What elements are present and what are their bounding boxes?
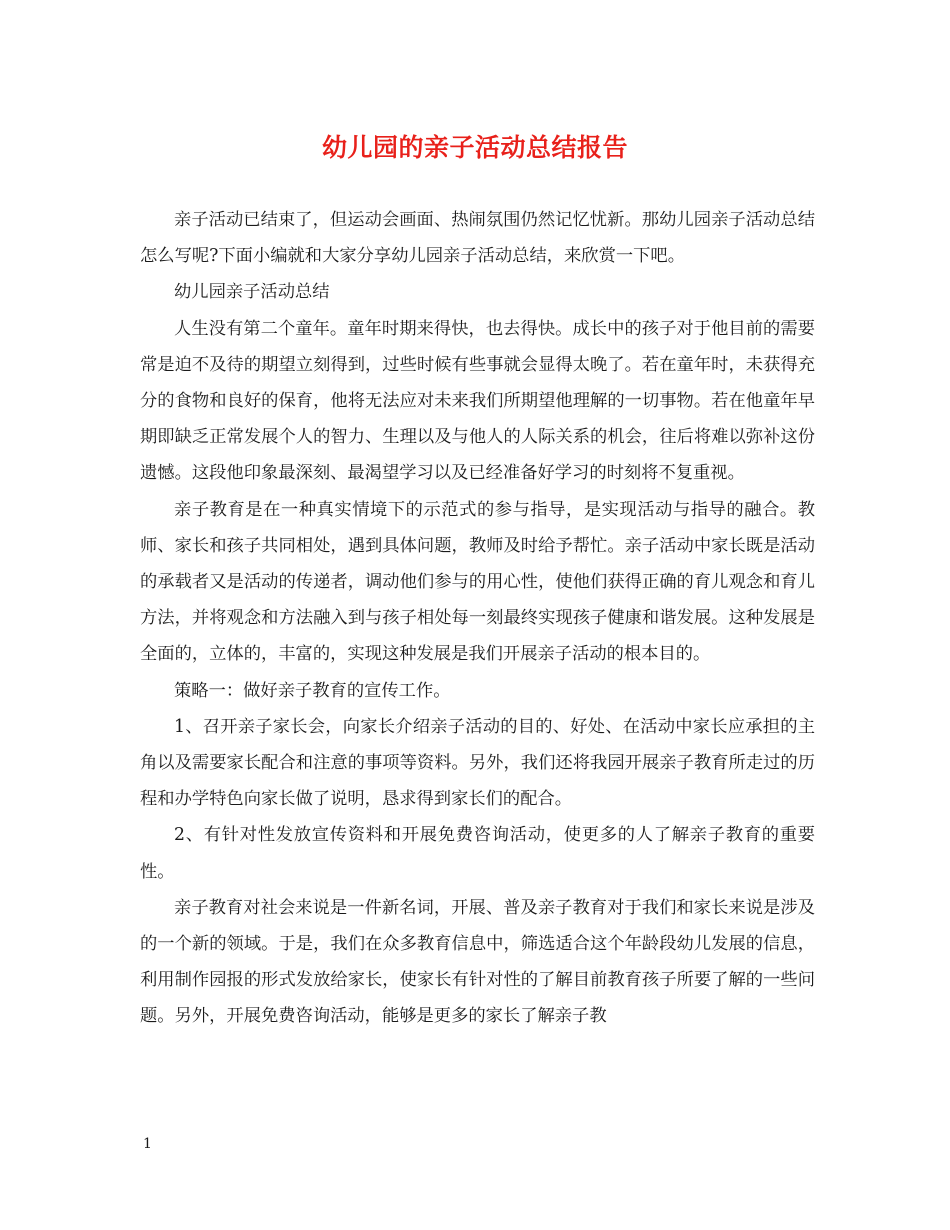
paragraph-intro: 亲子活动已结束了，但运动会画面、热闹氛围仍然记忆忧新。那幼儿园亲子活动总结怎么写呢?下面小编就和大家分享幼儿园亲子活动总结，来欣赏一下吧。 bbox=[140, 210, 815, 267]
page-number: 1 bbox=[143, 1136, 152, 1152]
document-title: 幼儿园的亲子活动总结报告 bbox=[321, 133, 628, 162]
paragraph-item-2: 2、有针对性发放宣传资料和开展免费咨询活动，使更多的人了解亲子教育的重要性。 bbox=[140, 825, 815, 882]
paragraph-item-1: 1、召开亲子家长会，向家长介绍亲子活动的目的、好处、在活动中家长应承担的主角以及需要家长配合和注意的事项等资料。另外，我们还将我园开展亲子教育所走过的历程和办学特色向家长做了说明，恳求得到家长们的配合。 bbox=[140, 716, 815, 810]
paragraph-subheading: 幼儿园亲子活动总结 bbox=[174, 282, 330, 303]
paragraph-strategy-one: 策略一：做好亲子教育的宣传工作。 bbox=[174, 680, 451, 701]
paragraph-childhood: 人生没有第二个童年。童年时期来得快，也去得快。成长中的孩子对于他目前的需要常是迫不及待的期望立刻得到，过些时候有些事就会显得太晚了。若在童年时，未获得充分的食物和良好的保育，他将无法应对未来我们所期望他理解的一切事物。若在他童年早期即缺乏正常发展个人的智力、生理以及与他人的人际关系的机会，往后将难以弥补这份遗憾。这段他印象最深刻、最渴望学习以及已经准备好学习的时刻将不复重视。 bbox=[140, 318, 815, 484]
document-body bbox=[140, 202, 815, 1035]
paragraph-new-field: 亲子教育对社会来说是一件新名词，开展、普及亲子教育对于我们和家长来说是涉及的一个新的领域。于是，我们在众多教育信息中，筛选适合这个年龄段幼儿发展的信息，利用制作园报的形式发放给家长，使家长有针对性的了解目前教育孩子所要了解的一些问题。另外，开展免费咨询活动，能够是更多的家长了解亲子教 bbox=[140, 897, 815, 1027]
paragraph-parent-education: 亲子教育是在一种真实情境下的示范式的参与指导，是实现活动与指导的融合。教师、家长和孩子共同相处，遇到具体问题，教师及时给予帮忙。亲子活动中家长既是活动的承载者又是活动的传递者，调动他们参与的用心性，使他们获得正确的育儿观念和育儿方法，并将观念和方法融入到与孩子相处每一刻最终实现孩子健康和谐发展。这种发展是全面的，立体的，丰富的，实现这种发展是我们开展亲子活动的根本目的。 bbox=[140, 499, 815, 665]
